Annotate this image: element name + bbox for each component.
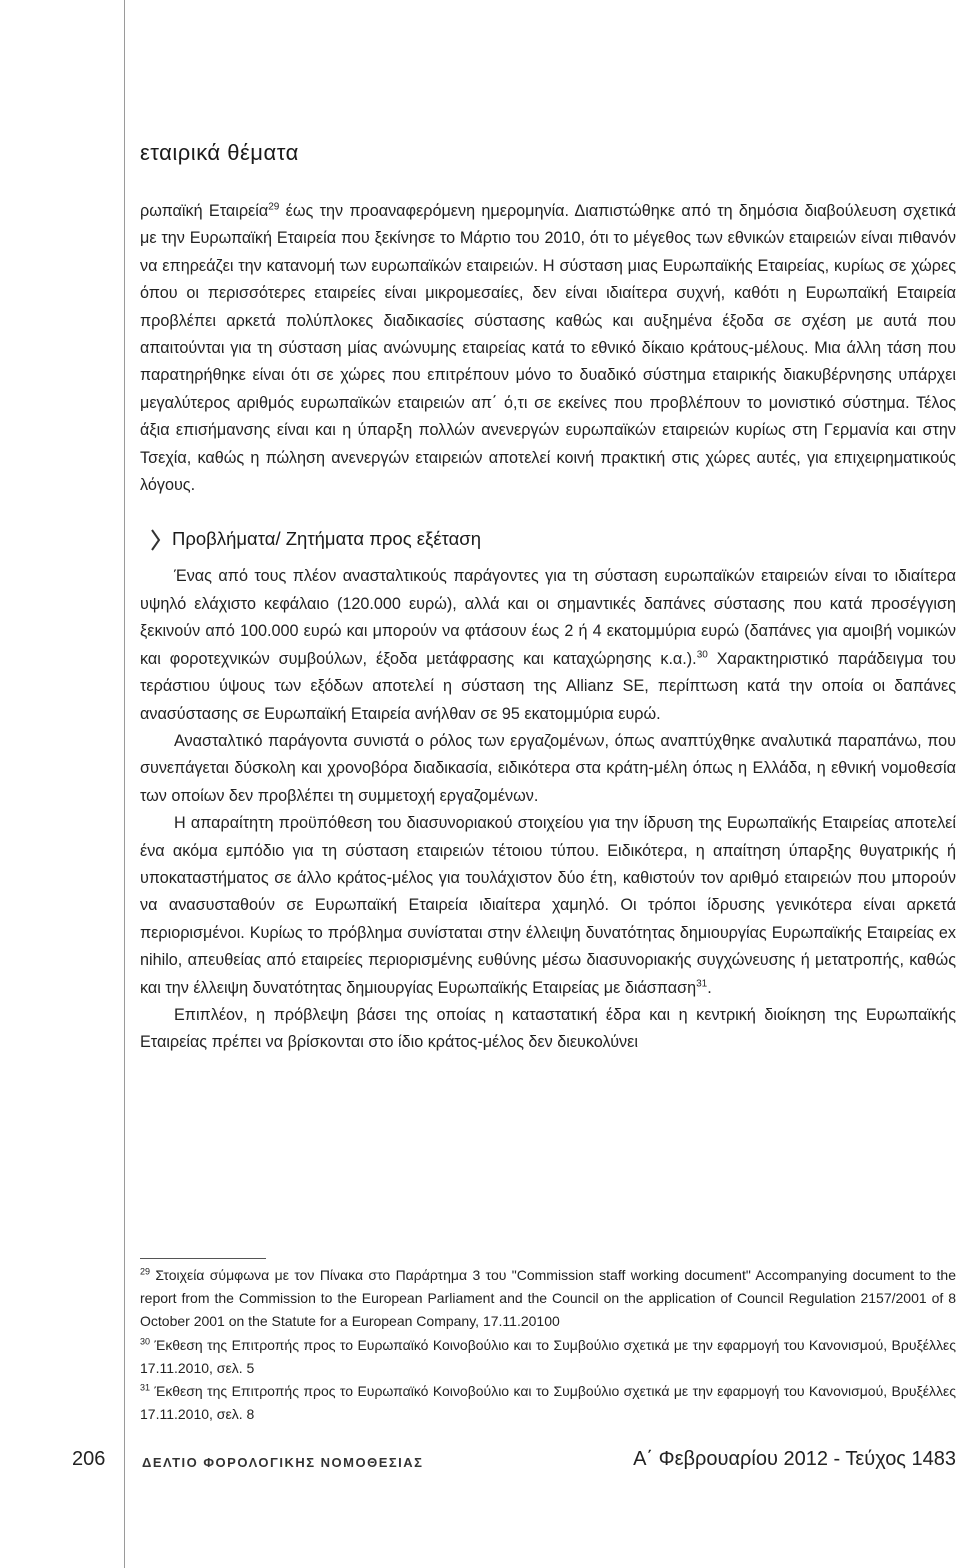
page-number: 206	[72, 1448, 106, 1470]
margin-rule	[124, 0, 125, 1568]
main-content	[140, 198, 956, 1057]
footnote-31	[140, 1380, 956, 1426]
paragraph-3-text-2: .	[707, 978, 712, 997]
intro-text-1: ρωπαϊκή Εταιρεία	[140, 202, 269, 220]
paragraph-4: Επιπλέον, η πρόβλεψη βάσει της οποίας η καταστατική έδρα και η κεντρική διοίκηση της Ευρωπαϊκής Εταιρείας πρέπει να βρίσκονται στο ίδιο κράτος-μέλος δεν διευκολύνει	[140, 1005, 956, 1052]
intro-paragraph	[140, 198, 956, 499]
subheading	[148, 525, 956, 555]
footnote-ref-29[interactable]: 29	[268, 201, 280, 213]
footnote-number: 30	[140, 1335, 151, 1346]
chevron-right-icon	[148, 527, 164, 553]
footnote-text: Έκθεση της Επιτροπής προς το Ευρωπαϊκό Κοινοβούλιο και το Συμβούλιο σχετικά με την εφαρμογή του Κανονισμού, Βρυξέλλες 17.11.2010, σελ. 5	[140, 1336, 956, 1376]
footnote-divider	[140, 1258, 266, 1259]
footnote-number: 29	[140, 1266, 151, 1277]
journal-name: ΔΕΛΤΙΟ ΦΟΡΟΛΟΓΙΚΗΣ ΝΟΜΟΘΕΣΙΑΣ	[142, 1455, 424, 1470]
footnote-ref-30[interactable]: 30	[696, 649, 708, 661]
footnote-ref-31[interactable]: 31	[696, 978, 708, 990]
footnote-29	[140, 1264, 956, 1334]
intro-text-2: έως την προαναφερόμενη ημερομηνία. Διαπιστώθηκε από τη δημόσια διαβούλευση σχετικά με την Ευρωπαϊκή Εταιρεία που ξεκίνησε το Μάρτιο του 2010, ότι το μέγεθος των εθνικών εταιρειών είναι πιθανόν να επηρεάζει την κατανομή των ευρωπαϊκών εταιρειών. Η σύσταση μιας Ευρωπαϊκής Εταιρείας, κυρίως σε χώρες όπου οι περισσότερες εταιρείες είναι μικρομεσαίες, δεν είναι ιδιαίτερα συχνή, καθότι η Ευρωπαϊκή Εταιρεία προβλέπει αρκετά πολύπλοκες διαδικασίες σύστασης καθώς και αυξημένα έξοδα σε σχέση με αυτά που απαιτούνται για τη σύσταση μίας ανώνυμης εταιρείας κατά το εθνικό δίκαιο κράτους-μέλους. Μια άλλη τάση που παρατηρήθηκε είναι ότι σε χώρες που επιτρέπουν μόνο το δυαδικό σύστημα εταιρικής διακυβέρνησης υπάρχει μεγαλύτερος αριθμός ευρωπαϊκών εταιρειών απ΄ ό,τι σε εκείνες που προβλέπουν το μονιστικό σύστημα. Τέλος άξια επισήμανσης είναι και η ύπαρξη πολλών ανενεργών ευρωπαϊκών εταιρειών κυρίως στη Γερμανία και στην Τσεχία, καθώς η πώληση ανενεργών εταιρειών αποτελεί κοινή πρακτική στις χώρες αυτές, για επιχειρηματικούς λόγους.	[140, 202, 956, 495]
paragraph-1-text-2: Χαρακτηριστικό παράδειγμα του τεράστιου ύψους των εξόδων αποτελεί η σύσταση της Allianz SE, περίπτωση κατά την οποία οι δαπάνες ανασύστασης σε Ευρωπαϊκή Εταιρεία ανήλθαν σε 95 εκατομμύρια ευρώ.	[140, 649, 956, 723]
subheading-title: Προβλήματα/ Ζητήματα προς εξέταση	[172, 528, 482, 550]
paragraph-3-text-1: Η απαραίτητη προϋπόθεση του διασυνοριακού στοιχείου για την ίδρυση της Ευρωπαϊκής Εταιρείας αποτελεί ένα ακόμα εμπόδιο για τη σύσταση εταιρειών τέτοιου τύπου. Ειδικότερα, η απαίτηση ύπαρξης θυγατρικής ή υποκαταστήματος σε άλλο κράτος-μέλος για τουλάχιστον δύο έτη, καθιστούν τον αριθμό εταιρειών που μπορούν να ανασυσταθούν σε Ευρωπαϊκή Εταιρεία ιδιαίτερα χαμηλό. Οι τρόποι ίδρυσης γενικότερα είναι αρκετά περιορισμένοι. Κυρίως το πρόβλημα συνίσταται στην έλλειψη δυνατότητας δημιουργίας Ευρωπαϊκής Εταιρείας ex nihilo, απευθείας από εταιρείες περιορισμένης ευθύνης μέσω διασυνοριακής συγχώνευσης ή μετατροπής, καθώς και την έλλειψη δυνατότητας δημιουργίας Ευρωπαϊκής Εταιρείας με διάσπαση	[140, 814, 956, 997]
paragraph-3	[140, 810, 956, 1002]
footnote-number: 31	[140, 1382, 151, 1393]
footnote-text: Έκθεση της Επιτροπής προς το Ευρωπαϊκό Κοινοβούλιο και το Συμβούλιο σχετικά με την εφαρμογή του Κανονισμού, Βρυξέλλες 17.11.2010, σελ. 8	[140, 1383, 956, 1423]
paragraph-2: Ανασταλτικό παράγοντα συνιστά ο ρόλος των εργαζομένων, όπως αναπτύχθηκε αναλυτικά παραπάνω, που συνεπάγεται δύσκολη και χρονοβόρα διαδικασία, ειδικότερα στα κράτη-μέλη όπως η Ελλάδα, η εθνική νομοθεσία των οποίων δεν προβλέπει τη συμμετοχή εργαζομένων.	[140, 731, 956, 805]
section-title: εταιρικά θέματα	[140, 140, 299, 165]
issue-info: Α΄ Φεβρουαρίου 2012 - Τεύχος 1483	[633, 1448, 956, 1470]
paragraph-1	[140, 563, 956, 727]
footnote-text: Στοιχεία σύμφωνα με τον Πίνακα στο Παράρτημα 3 του "Commission staff working document" Accompanying document to the report from the Commission to the European Parliament and the Council on the application of Council Regulation 2157/2001 of 8 October 2001 on the Statute for a European Company, 17.11.20100	[140, 1267, 956, 1330]
footnotes	[140, 1264, 956, 1426]
paragraph-1-text-1: Ένας από τους πλέον ανασταλτικούς παράγοντες για τη σύσταση ευρωπαϊκών εταιρειών είναι το ιδιαίτερα υψηλό ελάχιστο κεφάλαιο (120.000 ευρώ), αλλά και οι σημαντικές δαπάνες σύστασης που κατά προσέγγιση ξεκινούν από 100.000 ευρώ και μπορούν να φτάσουν έως 2 ή 4 εκατομμύρια ευρώ (δαπάνες για αμοιβή νομικών και φοροτεχνικών συμβούλων, έξοδα μετάφρασης και καταχώρησης κ.α.).	[140, 567, 956, 668]
footnote-30	[140, 1334, 956, 1380]
